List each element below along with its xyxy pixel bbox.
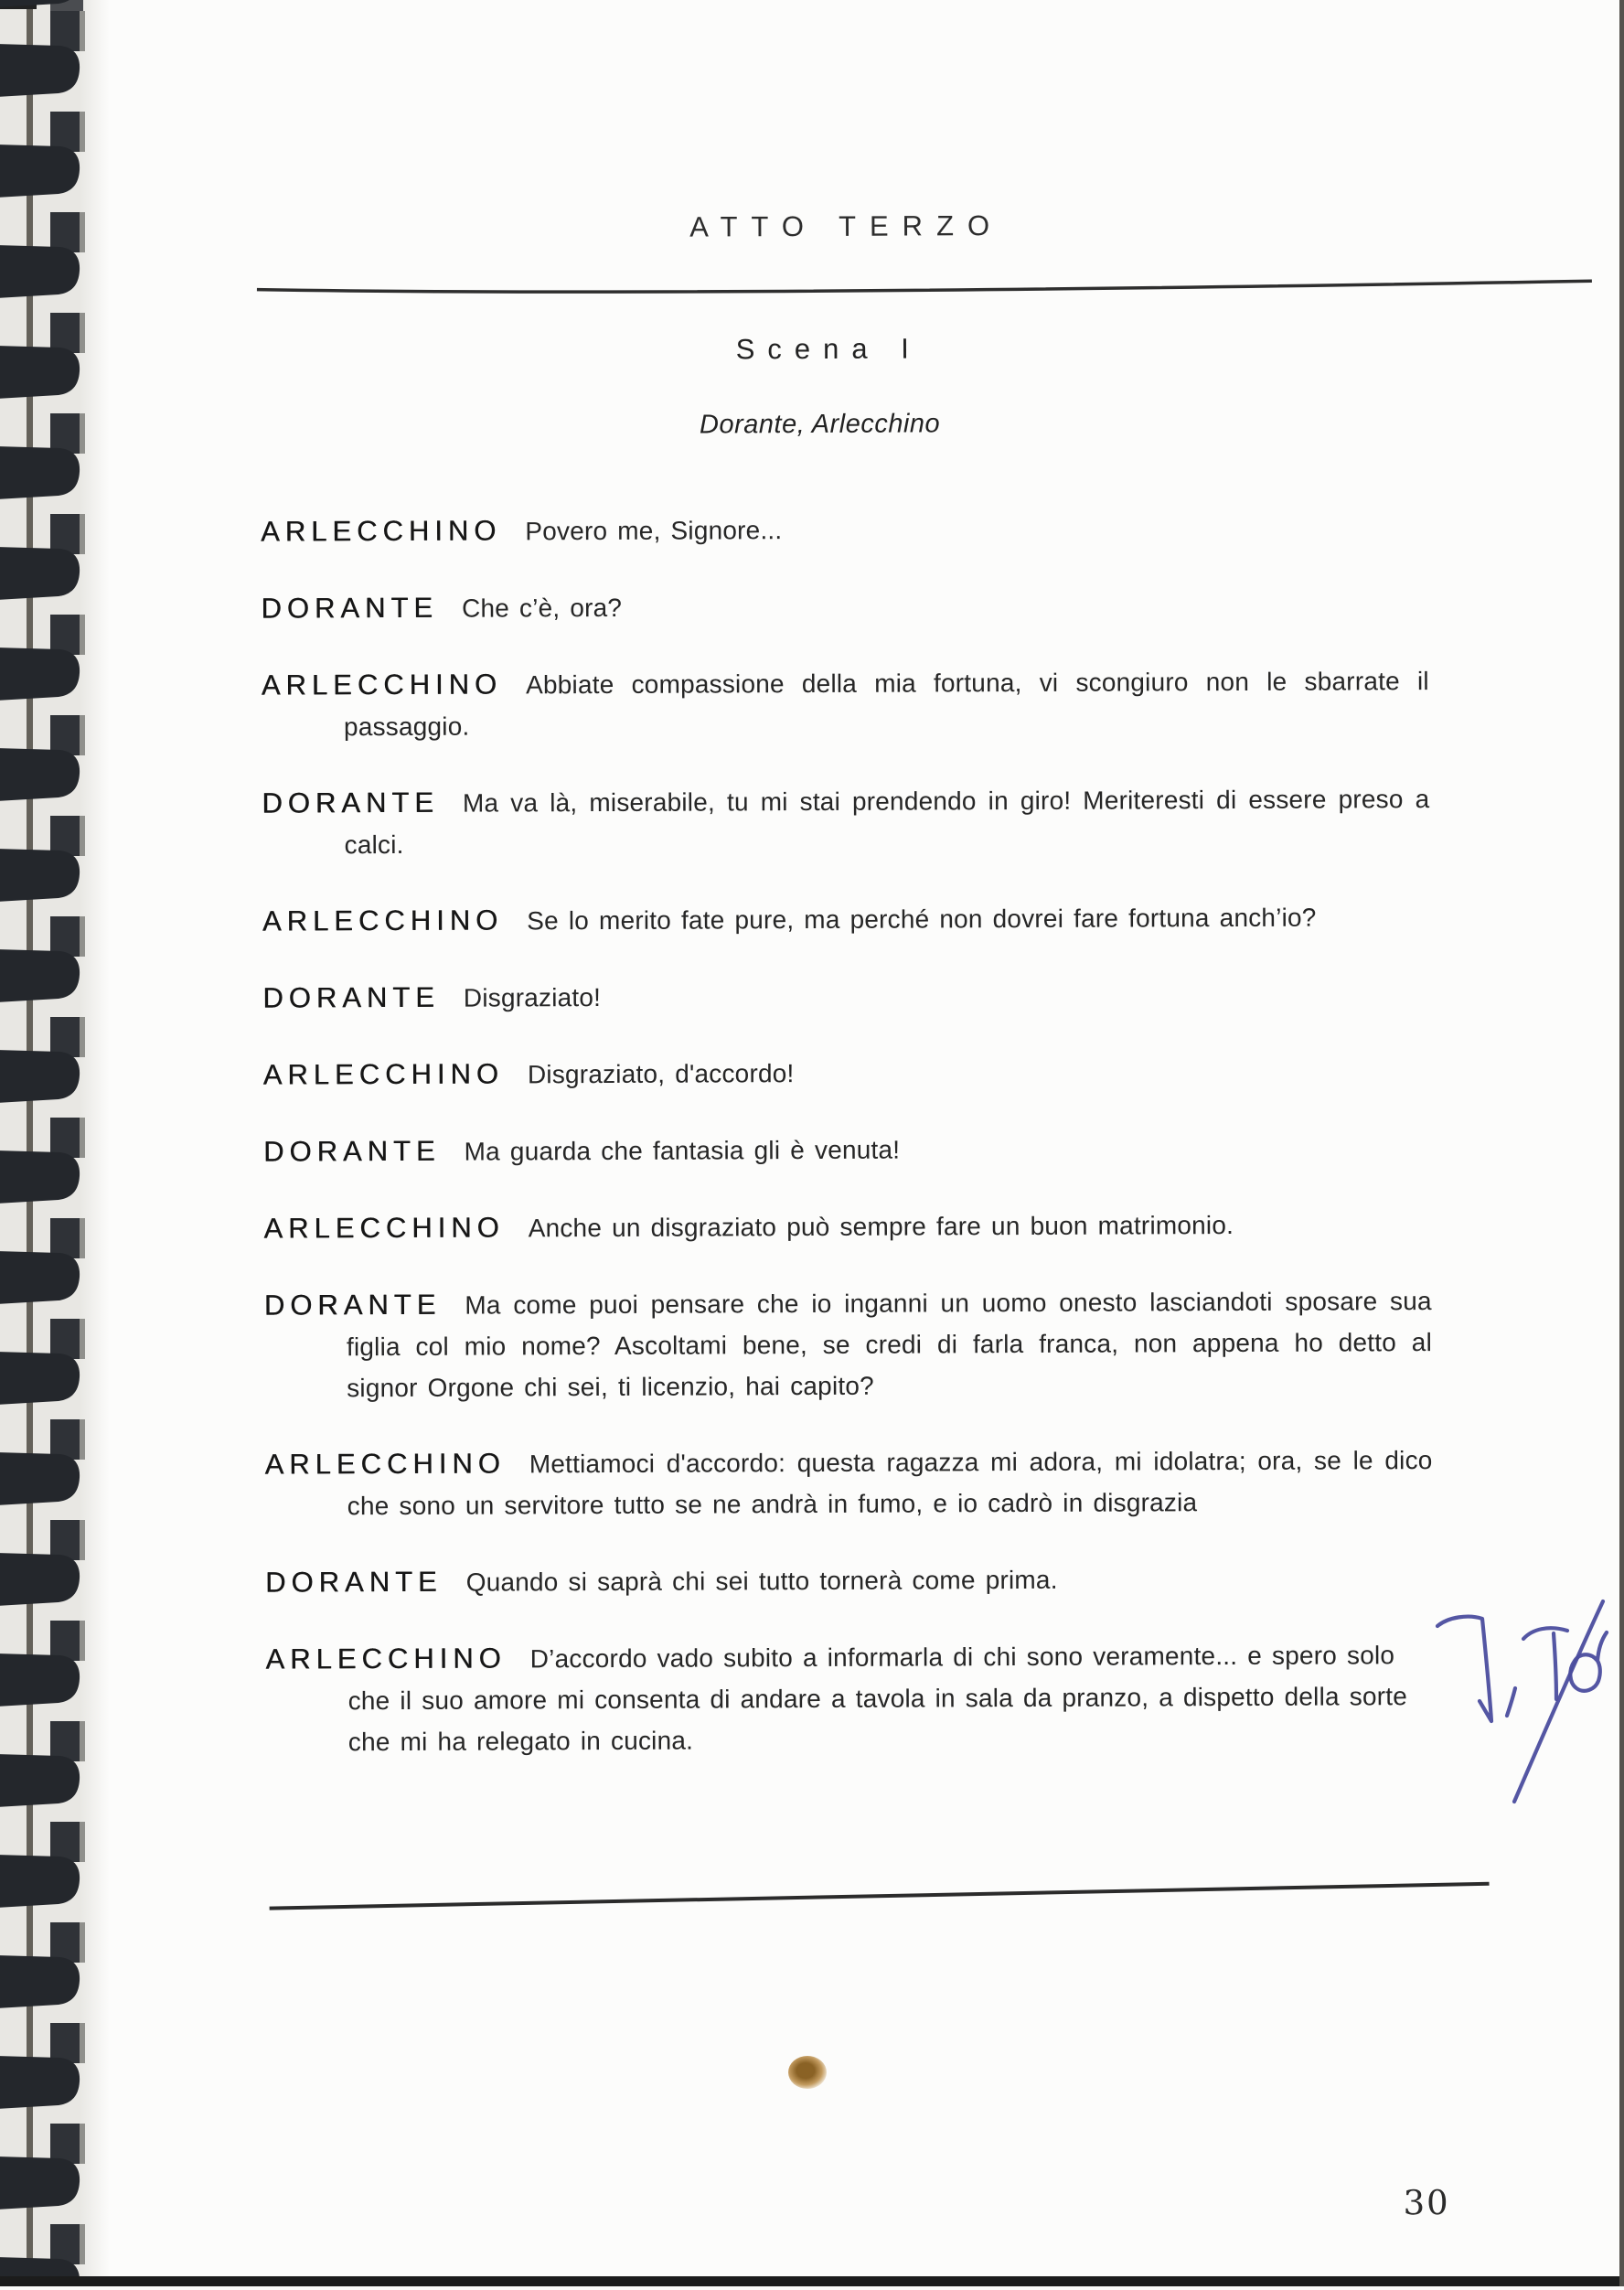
dialogue-text: Disgraziato, d'accordo! — [527, 1059, 795, 1089]
scene-title: Scena I — [735, 332, 922, 366]
speaker-name: DORANTE — [261, 591, 439, 625]
speaker-name: DORANTE — [262, 1134, 441, 1168]
dialogue-paragraph — [264, 1439, 1432, 1527]
dialogue-text: Ma come puoi pensare che io inganni un uomo onesto lasciandoti sposare sua figlia col mio nome? Ascoltami bene, se credi di farla franca, non appena ho detto al signor Orgone chi sei, ti licenzio, hai capito? — [346, 1287, 1433, 1403]
act-title: ATTO TERZO — [689, 209, 1004, 243]
scene-characters: Dorante, Arlecchino — [699, 409, 941, 440]
dialogue-paragraph — [261, 583, 1428, 630]
dialogue-text: Che c’è, ora? — [461, 593, 623, 623]
speaker-name: DORANTE — [263, 1288, 442, 1322]
handwritten-slash — [1514, 1601, 1603, 1802]
bottom-rule — [268, 1879, 1493, 1914]
page-number: 30 — [1403, 2182, 1450, 2223]
handwritten-tick — [1507, 1688, 1515, 1716]
dialogue-text: Ma guarda che fantasia gli è venuta! — [464, 1135, 901, 1166]
dialogue-paragraph — [262, 972, 1430, 1020]
dialogue-text: Abbiate compassione della mia fortuna, vi scongiuro non le sbarrate il passaggio. — [343, 667, 1429, 742]
dialogue-text: Se lo merito fate pure, ma perché non dovrei fare fortuna anch’io? — [527, 903, 1317, 936]
top-rule — [255, 278, 1594, 300]
speaker-name: ARLECCHINO — [262, 904, 504, 937]
stain-mark — [788, 2056, 827, 2089]
speaker-name: ARLECCHINO — [265, 1642, 507, 1675]
dialogue-paragraph — [262, 895, 1430, 943]
handwritten-t-stem — [1554, 1633, 1556, 1699]
dialogue-paragraph — [265, 1633, 1434, 1763]
dialogue-text: Quando si saprà chi sei tutto tornerà come prima. — [465, 1565, 1058, 1597]
dialogue-paragraph — [263, 1203, 1431, 1250]
page-edge-line — [1619, 0, 1624, 2286]
dialogue-paragraph — [262, 659, 1429, 748]
dialogue-text: Anche un disgraziato può sempre fare un buon matrimonio. — [528, 1210, 1234, 1243]
dialogue-paragraph — [263, 1126, 1431, 1173]
dialogue-text: D’accordo vado subito a informarla di chi sono veramente... e spero solo che il suo amore mi consenta di andare a tavola in sala da pranzo, a dispetto della sorte che mi ha relegato in cucina. — [347, 1641, 1408, 1757]
handwritten-arrow — [1437, 1617, 1491, 1721]
dialogue-text: Ma va là, miserabile, tu mi stai prendendo in giro! Meriteresti di essere preso a calci. — [344, 785, 1430, 860]
speaker-name: DORANTE — [265, 1565, 443, 1599]
speaker-name: DORANTE — [262, 786, 440, 819]
dialogue-paragraph — [262, 777, 1429, 866]
dialogue-paragraph — [264, 1279, 1433, 1409]
speaker-name: ARLECCHINO — [264, 1447, 506, 1481]
dialogue-text: Disgraziato! — [463, 983, 602, 1012]
speaker-name: ARLECCHINO — [261, 668, 503, 701]
speaker-name: DORANTE — [262, 980, 440, 1014]
handwritten-annotation — [1423, 1578, 1620, 1844]
handwritten-t-bar — [1523, 1628, 1567, 1639]
speaker-name: ARLECCHINO — [263, 1211, 505, 1245]
dialogue-paragraph — [261, 506, 1428, 553]
dialogue-paragraph — [265, 1557, 1433, 1604]
dialogue-text: Povero me, Signore... — [525, 516, 783, 546]
handwritten-six — [1570, 1632, 1607, 1691]
dialogue-block — [261, 506, 1434, 1798]
scan-edge-bottom — [0, 2276, 1624, 2286]
dialogue-text: Mettiamoci d'accordo: questa ragazza mi adora, mi idolatra; ora, se le dico che sono un servitore tutto se ne andrà in fumo, e io cadrò in disgrazia — [347, 1446, 1433, 1521]
speaker-name: ARLECCHINO — [260, 514, 502, 548]
dialogue-paragraph — [263, 1049, 1431, 1097]
speaker-name: ARLECCHINO — [262, 1057, 505, 1091]
